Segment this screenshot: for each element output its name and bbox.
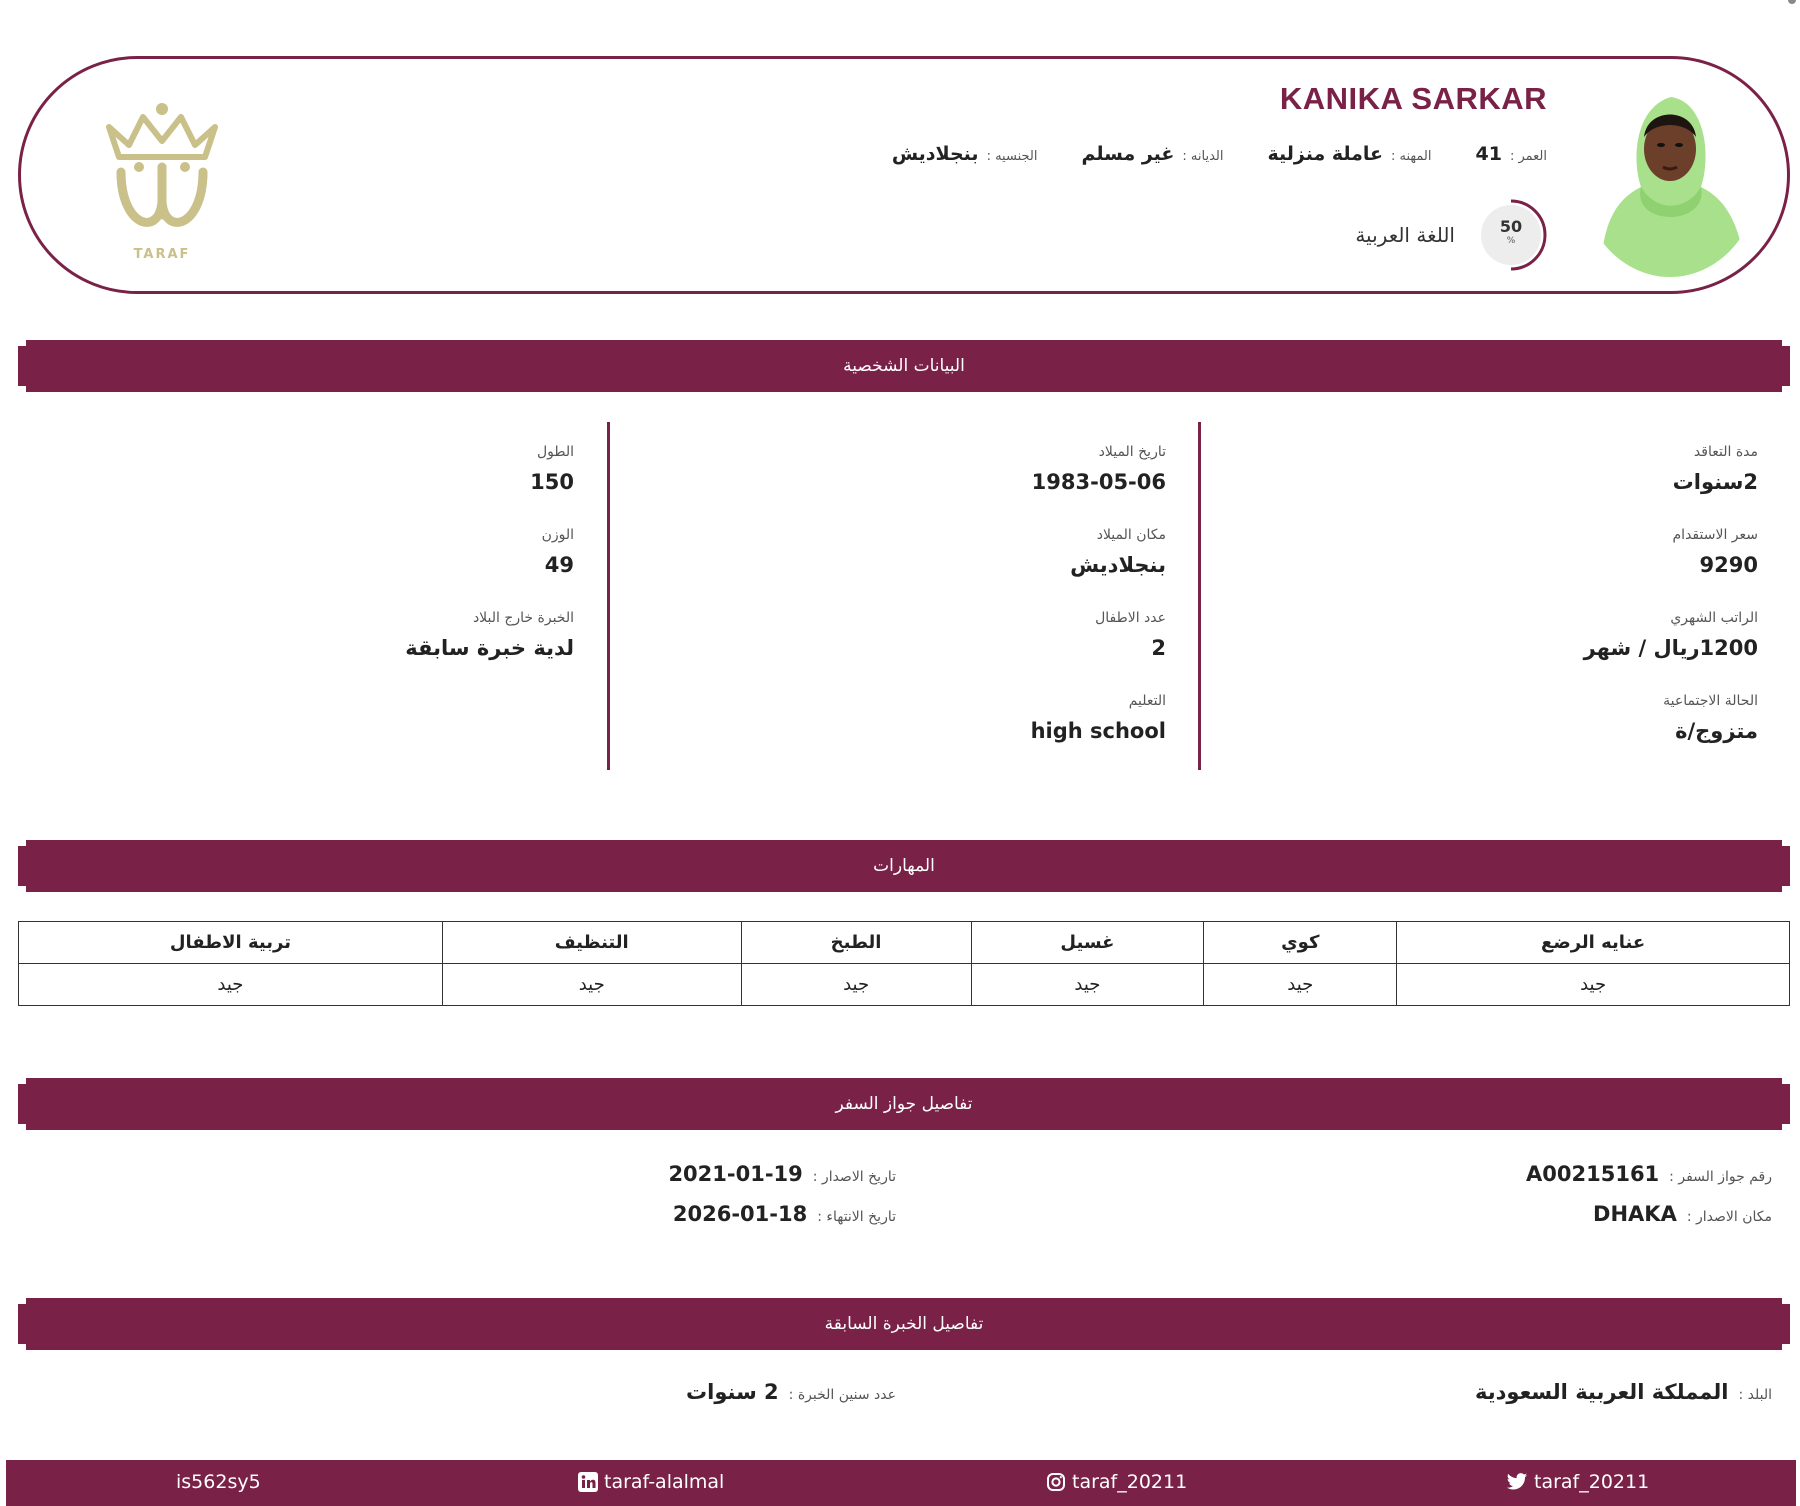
- skill-value: جيد: [1397, 964, 1790, 1006]
- language-percent: 50: [1499, 217, 1523, 236]
- column-divider: [607, 422, 610, 770]
- field-label: الراتب الشهري: [1670, 610, 1758, 626]
- profile-card: [18, 56, 1790, 294]
- twitter-icon: [1506, 1472, 1528, 1492]
- field-label: التعليم: [1128, 693, 1166, 709]
- field-label: الخبرة خارج البلاد: [472, 610, 574, 626]
- language-percent-sign: %: [1506, 236, 1516, 246]
- footer-twitter-link[interactable]: [1506, 1471, 1649, 1493]
- issue-place-label: مكان الاصدار :: [1686, 1209, 1772, 1225]
- profile-meta: [892, 143, 1547, 165]
- field-value: high school: [1030, 719, 1166, 743]
- footer-instagram-link[interactable]: [1046, 1471, 1187, 1493]
- field-value: 2: [1151, 636, 1166, 660]
- field-label: الحالة الاجتماعية: [1663, 693, 1758, 709]
- skill-value: جيد: [971, 964, 1204, 1006]
- worker-name: KANIKA SARKAR: [1279, 81, 1547, 116]
- field-experience-abroad: [154, 609, 574, 692]
- field-birth-date: [746, 443, 1166, 526]
- instagram-handle: taraf_20211: [1072, 1471, 1188, 1493]
- taraf-logo: [99, 97, 225, 265]
- footer-code: [176, 1471, 261, 1493]
- section-experience-title: تفاصيل الخبرة السابقة: [824, 1314, 984, 1334]
- corner-dot: [1788, 0, 1796, 4]
- issue-place-value: DHAKA: [1593, 1202, 1677, 1226]
- footer-bar: [6, 1460, 1796, 1506]
- passport-number-value: A00215161: [1526, 1162, 1660, 1186]
- experience-years-field: [686, 1380, 896, 1404]
- field-monthly-salary: [1338, 609, 1758, 692]
- column-divider: [1198, 422, 1201, 770]
- issue-date-value: 2021-01-19: [668, 1162, 803, 1186]
- field-education: [746, 692, 1166, 775]
- field-height: [154, 443, 574, 526]
- nationality-field: [892, 143, 1038, 165]
- field-value: متزوج/ة: [1675, 719, 1758, 743]
- religion-field: [1081, 143, 1223, 165]
- country-label: البلد :: [1738, 1387, 1772, 1403]
- section-skills-header: [18, 840, 1790, 892]
- skill-header: عنايه الرضع: [1397, 922, 1790, 964]
- profession-field: [1267, 143, 1431, 165]
- field-value: بنجلاديش: [1070, 553, 1166, 577]
- arabic-language-level: [1355, 195, 1547, 275]
- expiry-date-label: تاريخ الانتهاء :: [817, 1209, 896, 1225]
- skills-header-row: [19, 922, 1790, 964]
- profession-label: المهنه :: [1391, 149, 1432, 164]
- expiry-date-value: 2026-01-18: [672, 1202, 808, 1226]
- skill-header: كوي: [1204, 922, 1397, 964]
- footer-linkedin-link[interactable]: [578, 1471, 724, 1493]
- field-label: سعر الاستقدام: [1672, 527, 1758, 543]
- field-children: [746, 609, 1166, 692]
- linkedin-handle: taraf-alalmal: [604, 1471, 725, 1493]
- personal-col-right: [1338, 443, 1758, 775]
- field-birth-place: [746, 526, 1166, 609]
- religion-value: غير مسلم: [1081, 143, 1175, 165]
- field-value: 2سنوات: [1672, 470, 1758, 494]
- skill-value: جيد: [442, 964, 741, 1006]
- personal-col-left: [154, 443, 574, 692]
- field-label: عدد الاطفال: [1095, 610, 1166, 626]
- skill-header: تربية الاطفال: [19, 922, 443, 964]
- issue-date-field: [668, 1162, 896, 1186]
- instagram-icon: [1046, 1472, 1066, 1492]
- experience-years-value: 2 سنوات: [686, 1380, 779, 1404]
- passport-number-label: رقم جواز السفر :: [1669, 1169, 1772, 1185]
- field-label: تاريخ الميلاد: [1098, 444, 1166, 460]
- issue-place-field: [1593, 1202, 1772, 1226]
- section-skills-title: المهارات: [873, 856, 935, 876]
- profession-value: عاملة منزلية: [1267, 143, 1383, 165]
- field-value: 150: [530, 470, 574, 494]
- age-field: [1476, 143, 1548, 165]
- skill-value: جيد: [741, 964, 971, 1006]
- passport-number-field: [1526, 1162, 1772, 1186]
- twitter-handle: taraf_20211: [1534, 1471, 1650, 1493]
- section-personal-header: [18, 340, 1790, 392]
- field-recruitment-price: [1338, 526, 1758, 609]
- religion-label: الديانه :: [1182, 149, 1224, 164]
- skills-value-row: [19, 964, 1790, 1006]
- skill-header: الطبخ: [741, 922, 971, 964]
- field-contract-duration: [1338, 443, 1758, 526]
- expiry-date-field: [673, 1202, 896, 1226]
- logo-text: TARAF: [133, 247, 191, 262]
- country-field: [1475, 1380, 1772, 1404]
- section-passport-title: تفاصيل جواز السفر: [835, 1094, 973, 1114]
- section-passport-header: [18, 1078, 1790, 1130]
- field-label: الوزن: [541, 527, 574, 543]
- skills-table: [18, 921, 1790, 1006]
- field-value: 49: [544, 553, 574, 577]
- age-label: العمر :: [1509, 149, 1547, 164]
- field-marital-status: [1338, 692, 1758, 775]
- issue-date-label: تاريخ الاصدار :: [812, 1169, 896, 1185]
- country-value: المملكة العربية السعودية: [1475, 1380, 1729, 1404]
- field-value: 1200ريال / شهر: [1583, 636, 1758, 660]
- linkedin-icon: [578, 1472, 598, 1492]
- field-label: مدة التعاقد: [1693, 444, 1758, 460]
- worker-photo: [1581, 77, 1759, 277]
- language-label: اللغة العربية: [1355, 223, 1455, 247]
- nationality-value: بنجلاديش: [891, 143, 979, 165]
- nationality-label: الجنسيه :: [986, 149, 1038, 164]
- age-value: 41: [1475, 143, 1502, 165]
- language-progress-ring: [1475, 195, 1547, 275]
- skill-header: التنظيف: [442, 922, 741, 964]
- field-value: لدية خبرة سابقة: [405, 636, 574, 660]
- personal-col-mid: [746, 443, 1166, 775]
- skill-header: غسيل: [971, 922, 1204, 964]
- field-label: مكان الميلاد: [1096, 527, 1166, 543]
- section-experience-header: [18, 1298, 1790, 1350]
- experience-years-label: عدد سنين الخبرة :: [788, 1387, 896, 1403]
- field-label: الطول: [536, 444, 574, 460]
- skill-value: جيد: [19, 964, 443, 1006]
- field-weight: [154, 526, 574, 609]
- section-personal-title: البيانات الشخصية: [843, 356, 965, 376]
- footer-code-text: is562sy5: [176, 1471, 261, 1493]
- field-value: 9290: [1699, 553, 1758, 577]
- skill-value: جيد: [1204, 964, 1397, 1006]
- field-value: 1983-05-06: [1031, 470, 1166, 494]
